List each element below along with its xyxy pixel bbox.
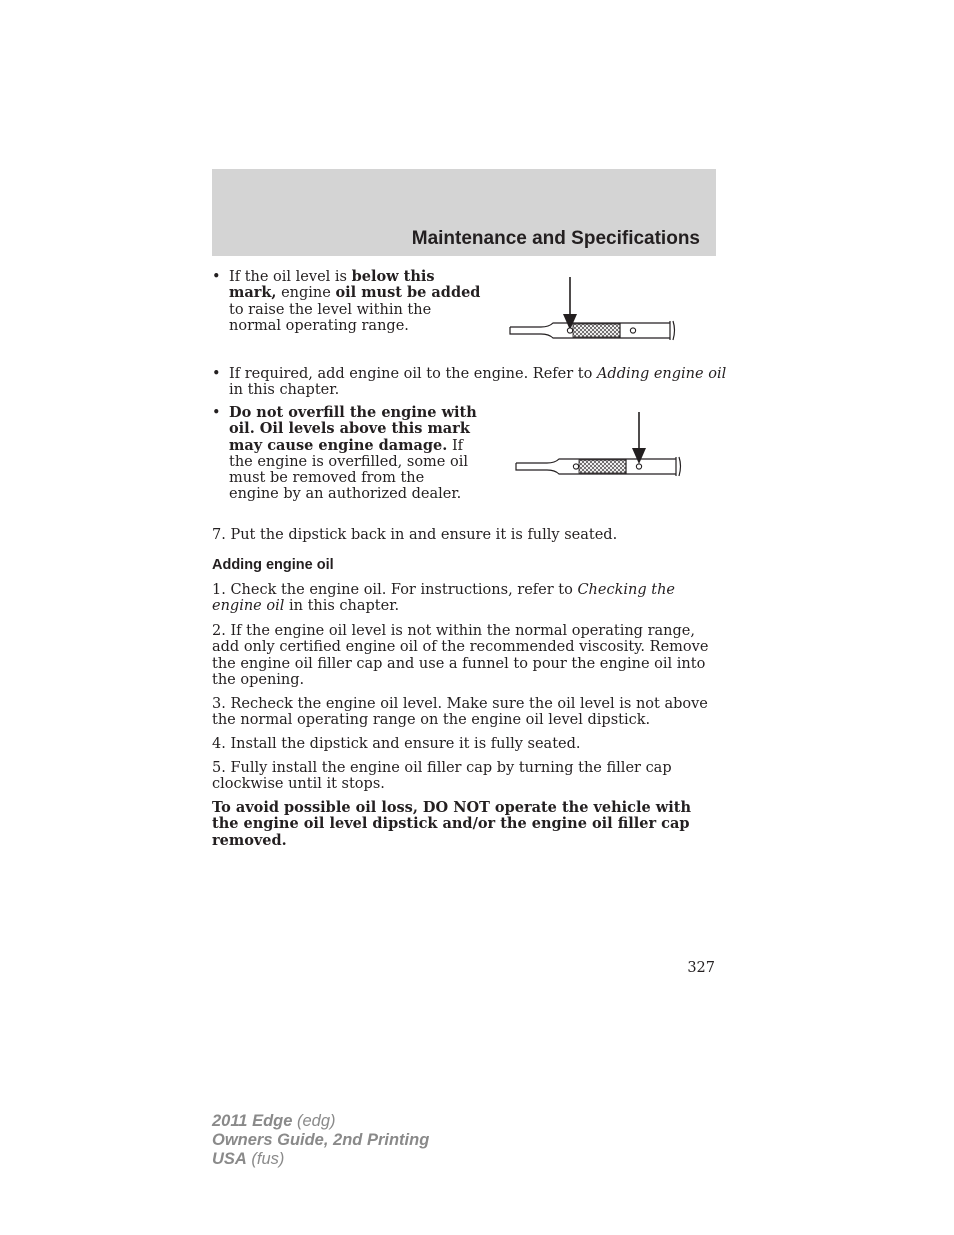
bullet-add-oil [212, 366, 729, 399]
low-mark-hole [567, 328, 572, 333]
footer-model: 2011 Edge [212, 1112, 293, 1130]
dipstick-break-mark [676, 457, 681, 476]
arrow-head [632, 448, 646, 464]
footer-line-guide [212, 1131, 429, 1150]
footer-guide: Owners Guide, 2nd Printing [212, 1131, 430, 1149]
bullet-bold-text: Do not overfill the engine with oil. Oil levels above this mark may cause engine damage. [229, 404, 477, 454]
oil-loss-warning: To avoid possible oil loss, DO NOT operate the vehicle with the engine oil level dipstick and/or the engine oil filler cap removed. [212, 799, 692, 849]
footer-model-code: (edg) [292, 1112, 336, 1130]
bullet-text: If the oil level is [229, 269, 352, 285]
bullet-overfill-warning [212, 405, 477, 503]
bullet-text: in this chapter. [229, 382, 340, 399]
bullet-text: engine [276, 285, 336, 302]
high-mark-hole [630, 328, 635, 333]
bullet-dot: • [212, 366, 221, 382]
footer-region-code: (fus) [246, 1150, 285, 1168]
bullet-text: If the engine is overfilled, some oil must be removed from the engine by an authorized dealer. [229, 437, 468, 503]
step-text: in this chapter. [284, 598, 400, 615]
step-7: 7. Put the dipstick back in and ensure it is fully seated. [212, 527, 618, 543]
bullet-below-mark [212, 269, 485, 334]
adding-step-2: 2. If the engine oil level is not within the normal operating range, add only certified engine oil of the recommended viscosity. Remove the engine oil filler cap and use a funnel to pour the engine oil into the opening. [212, 623, 709, 688]
chapter-header-band [212, 169, 716, 256]
bullet-bold-text: oil must be added [335, 284, 481, 302]
page-number: 327 [687, 960, 715, 976]
footer-line-region [212, 1150, 429, 1169]
footer-line-model [212, 1112, 429, 1131]
cross-reference: Checking the engine oil [212, 582, 675, 615]
crosshatch-range [579, 460, 626, 473]
low-mark-hole [573, 464, 578, 469]
bullet-bold-text: below this mark, [229, 268, 435, 302]
cross-reference: Adding engine oil [596, 366, 727, 382]
dipstick-high-level-illustration [511, 410, 686, 480]
adding-step-1 [212, 582, 712, 615]
dipstick-low-level-illustration [505, 274, 680, 344]
document-footer [212, 1112, 429, 1169]
dipstick-break-mark [670, 321, 675, 340]
step-text: 1. Check the engine oil. For instructions, refer to [212, 582, 578, 598]
adding-step-5: 5. Fully install the engine oil filler cap by turning the filler cap clockwise until it stops. [212, 760, 672, 793]
adding-step-3: 3. Recheck the engine oil level. Make sure the oil level is not above the normal operating range on the engine oil level dipstick. [212, 696, 708, 729]
footer-region: USA [212, 1150, 247, 1168]
crosshatch-range [573, 324, 620, 337]
section-heading: Adding engine oil [212, 557, 334, 573]
bullet-text: to raise the level within the normal operating range. [229, 301, 432, 334]
adding-step-4: 4. Install the dipstick and ensure it is fully seated. [212, 736, 581, 752]
bullet-dot: • [212, 269, 221, 285]
bullet-text: If required, add engine oil to the engine. Refer to [229, 366, 597, 382]
chapter-title: Maintenance and Specifications [411, 228, 700, 249]
high-mark-hole [636, 464, 641, 469]
bullet-dot: • [212, 405, 221, 421]
